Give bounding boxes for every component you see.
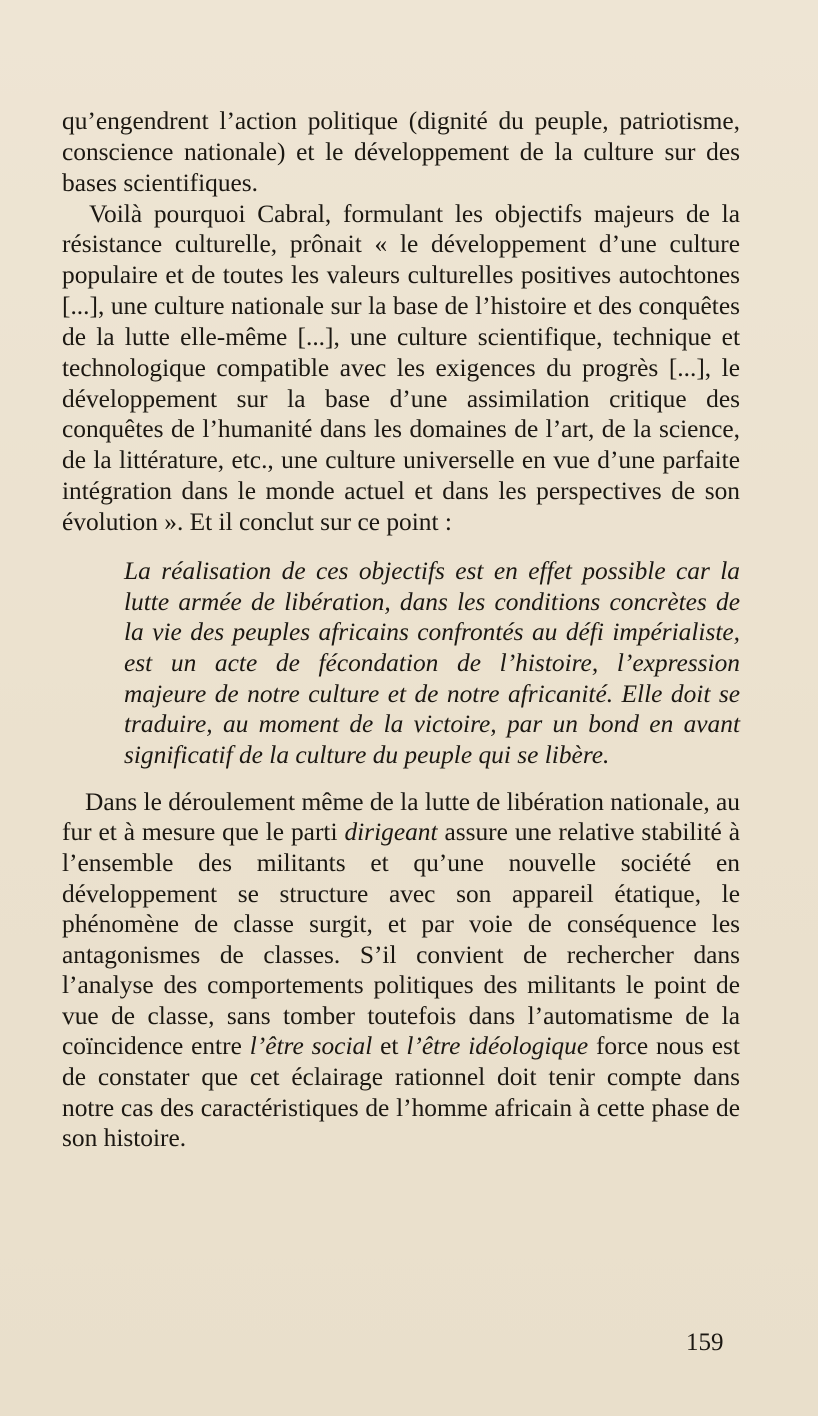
- emphasis-etre-ideologique: l’être idéologique: [406, 1032, 589, 1061]
- text-run: et: [372, 1032, 407, 1061]
- text-run: force nous est de constater que cet éclairage rationnel doit tenir compte dans notre cas des caractéristiques de l’homme africain à cette phase de son histoire.: [62, 1032, 740, 1153]
- block-quote: La réalisation de ces objectifs est en effet possible car la lutte armée de libération, dans les conditions concrètes de la vie des peuples africains confrontés au défi impérialiste, est un acte de fécondation de l’histoire, l’expression majeure de notre culture et de notre africanité. Elle doit se traduire, au moment de la victoire, par un bond en avant significatif de la culture du peuple qui se libère.: [124, 556, 740, 770]
- paragraph-continued: qu’engendrent l’action politique (dignité du peuple, patriotisme, conscience nationale) et le développement de la culture sur des bases scientifiques.: [62, 107, 740, 197]
- text-run: Dans le déroulement même de la lutte de libération nationale, au fur et à mesure que le parti: [62, 787, 740, 847]
- emphasis-dirigeant: dirigeant: [344, 818, 438, 847]
- emphasis-etre-social: l’être social: [249, 1032, 373, 1061]
- page-number: 159: [686, 1329, 724, 1356]
- paragraph-cabral-objectives: Voilà pourquoi Cabral, formulant les objectifs majeurs de la résistance culturelle, prônait « le développement d’une culture populaire et de toutes les valeurs culturelles positives autochtones [...], une culture nationale sur la base de l’histoire et des conquêtes de la lutte elle-même [...], une culture scientifique, technique et technologique compatible avec les exigences du progrès [...], le développement sur la base d’une assimilation critique des conquêtes de l’humanité dans les domaines de l’art, de la science, de la littérature, etc., une culture universelle en vue d’une parfaite intégration dans le monde actuel et dans les perspectives de son évolution ». Et il conclut sur ce point :: [62, 199, 740, 536]
- body-text: [62, 106, 740, 1154]
- paragraph-class-phenomenon: [62, 787, 740, 1154]
- text-run: assure une relative stabilité à l’ensemble des militants et qu’une nouvelle société en développement se structure avec son appareil étatique, le phénomène de classe surgit, et par voie de conséquence les antagonismes de classes. S’il convient de rechercher dans l’analyse des comportements politiques des militants le point de vue de classe, sans tomber toutefois dans l’automatisme de la coïncidence entre: [62, 818, 741, 1061]
